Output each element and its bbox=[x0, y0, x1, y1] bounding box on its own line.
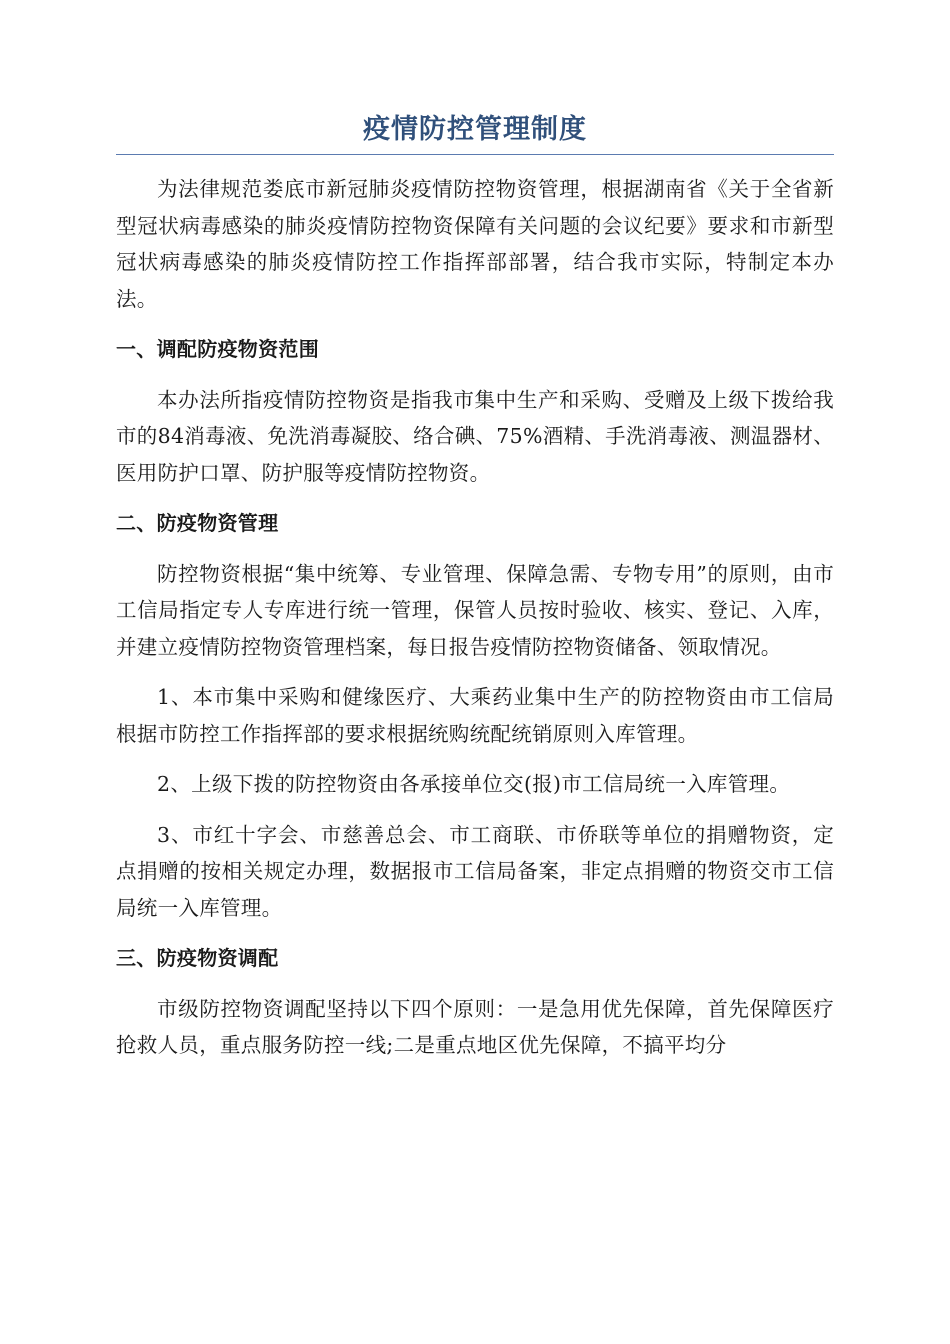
document-page bbox=[116, 108, 834, 1078]
section-2-paragraph-1: 防控物资根据“集中统筹、专业管理、保障急需、专物专用”的原则，由市工信局指定专人专库进行统一管理，保管人员按时验收、核实、登记、入库，并建立疫情防控物资管理档案，每日报告疫情防控物资储备、领取情况。 bbox=[116, 561, 834, 659]
section-heading-1: 一、调配防疫物资范围 bbox=[116, 337, 319, 361]
section-2-paragraph-4: 3、市红十字会、市慈善总会、市工商联、市侨联等单位的捐赠物资，定点捐赠的按相关规定办理，数据报市工信局备案，非定点捐赠的物资交市工信局统一入库管理。 bbox=[116, 822, 834, 920]
section-3-paragraph-1: 市级防控物资调配坚持以下四个原则：一是急用优先保障，首先保障医疗抢救人员，重点服务防控一线;二是重点地区优先保障，不搞平均分 bbox=[116, 996, 834, 1057]
section-2-paragraph-3: 2、上级下拨的防控物资由各承接单位交(报)市工信局统一入库管理。 bbox=[157, 772, 791, 796]
section-2-paragraph-2: 1、本市集中采购和健缘医疗、大乘药业集中生产的防控物资由市工信局根据市防控工作指挥部的要求根据统购统配统销原则入库管理。 bbox=[116, 685, 834, 746]
title-underline bbox=[116, 154, 834, 155]
intro-paragraph: 为法律规范娄底市新冠肺炎疫情防控物资管理，根据湖南省《关于全省新型冠状病毒感染的肺炎疫情防控物资保障有关问题的会议纪要》要求和市新型冠状病毒感染的肺炎疫情防控工作指挥部部署，结合我市实际，特制定本办法。 bbox=[116, 177, 834, 311]
section-heading-3: 三、防疫物资调配 bbox=[116, 946, 279, 970]
section-1-paragraph-1: 本办法所指疫情防控物资是指我市集中生产和采购、受赠及上级下拨给我市的84消毒液、免洗消毒凝胶、络合碘、75%酒精、手洗消毒液、测温器材、医用防护口罩、防护服等疫情防控物资。 bbox=[116, 387, 834, 485]
section-heading-2: 二、防疫物资管理 bbox=[116, 511, 279, 535]
document-title: 疫情防控管理制度 bbox=[363, 114, 587, 145]
